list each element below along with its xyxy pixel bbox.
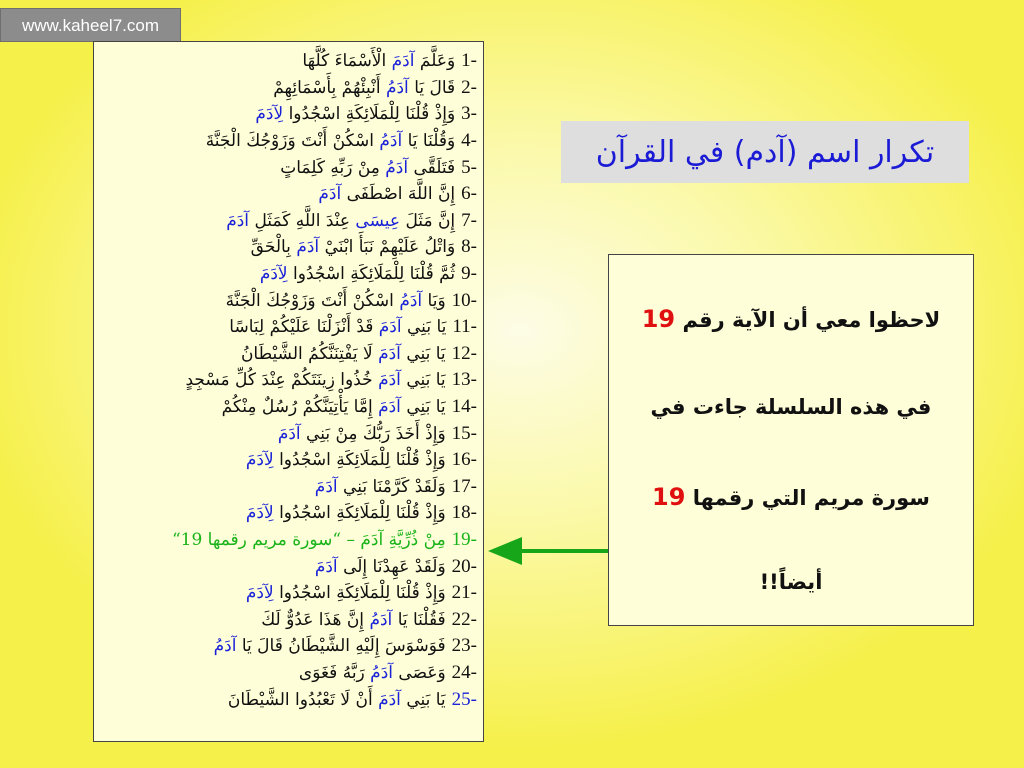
verse-number: 25- (451, 688, 477, 710)
verse-text: وَإِذْ أَخَذَ رَبُّكَ مِنْ بَنِي (306, 423, 446, 444)
verse-number: 13- (451, 369, 477, 391)
verse-text: يَا بَنِي (406, 343, 446, 364)
verse-number: 21- (451, 582, 477, 604)
verse-number: 15- (451, 422, 477, 444)
verse-text: ثُمَّ قُلْنَا لِلْمَلَائِكَةِ اسْجُدُوا (293, 264, 456, 285)
verse-keyword: آدَمَ (296, 237, 320, 258)
verse-text: وَعَصَى (398, 662, 446, 683)
verse-row (98, 48, 477, 75)
verse-row (98, 394, 477, 421)
verse-number: 8- (461, 236, 477, 258)
arrow-shaft (520, 549, 608, 553)
verse-keyword: آدَمَ (314, 476, 338, 497)
verse-number: 24- (451, 661, 477, 683)
verse-number: 7- (461, 209, 477, 231)
verse-keyword: آدَمُ (399, 290, 423, 311)
verse-keyword: لِآدَمَ (259, 264, 288, 285)
verse-number: 6- (461, 183, 477, 205)
verse-number: 9- (461, 263, 477, 285)
verse-keyword: آدَمَ (378, 343, 401, 364)
verse-row (98, 474, 477, 501)
verse-text: وَإِذْ قُلْنَا لِلْمَلَائِكَةِ اسْجُدُوا (279, 583, 446, 604)
verse-text: وَلَقَدْ عَهِدْنَا إِلَى (343, 556, 446, 577)
note-line-3 (609, 483, 973, 511)
verse-text: قَالَ يَا (414, 77, 456, 98)
verse-text: وَاتْلُ عَلَيْهِمْ نَبَأَ ابْنَيْ (324, 237, 456, 258)
verse-keyword: آدَمَ (378, 370, 401, 391)
note-line-3-number: 19 (652, 483, 686, 511)
verse-keyword: آدَمَ (378, 317, 402, 338)
verse-text: خُذُوا زِينَتَكُمْ عِنْدَ كُلِّ مَسْجِدٍ (185, 370, 373, 391)
note-line-4-text: أيضاً!! (759, 570, 823, 594)
verse-row (98, 606, 477, 633)
note-line-1-number: 19 (641, 305, 676, 333)
verse-row (98, 420, 477, 447)
verse-text: فَوَسْوَسَ إِلَيْهِ الشَّيْطَانُ قَالَ يَا (241, 636, 446, 657)
note-line-2-text: في هذه السلسلة جاءت في (650, 395, 932, 419)
verse-row (98, 367, 477, 394)
verse-text: فَتَلَقَّى (413, 157, 456, 178)
verse-keyword: آدَمَ (391, 51, 415, 72)
verse-keyword: لِآدَمَ (245, 503, 274, 524)
verse-row (98, 314, 477, 341)
verse-text: وَإِذْ قُلْنَا لِلْمَلَائِكَةِ اسْجُدُوا (279, 450, 446, 471)
verse-number: 22- (451, 608, 477, 630)
verse-keyword: لِآدَمَ (245, 583, 274, 604)
verse-text: يَا بَنِي (406, 370, 446, 391)
verse-row (98, 75, 477, 102)
verse-row (98, 208, 477, 235)
verse-number: 19- (451, 528, 477, 550)
verse-keyword: آدَمَ (318, 184, 342, 205)
verse-keyword: آدَمُ (385, 77, 409, 98)
verse-text: بِالْحَقِّ (250, 237, 291, 258)
verse-row (98, 553, 477, 580)
site-watermark: www.kaheel7.com (0, 8, 181, 42)
verse-keyword: عِيسَى (355, 210, 401, 231)
verse-keyword: آدَمُ (369, 609, 393, 630)
verse-number: 2- (461, 76, 477, 98)
verse-row (98, 580, 477, 607)
verse-number: 1- (461, 50, 477, 72)
verse-row (98, 500, 477, 527)
verse-number: 11- (452, 316, 477, 338)
verse-row (98, 287, 477, 314)
verse-text: وَإِذْ قُلْنَا لِلْمَلَائِكَةِ اسْجُدُوا (288, 104, 456, 125)
verse-text: – “سورة مريم رقمها 19“ (171, 529, 355, 550)
verse-text: يَا بَنِي (406, 689, 446, 710)
verse-text: يَا بَنِي (407, 317, 447, 338)
verse-keyword: آدَمَ (360, 529, 384, 550)
verse-keyword: آدَمَ (226, 210, 250, 231)
verse-row (98, 447, 477, 474)
verse-row (98, 128, 477, 155)
verse-keyword: آدَمُ (385, 157, 409, 178)
verse-number: 23- (451, 635, 477, 657)
verse-row (98, 261, 477, 288)
verse-text: فَقُلْنَا يَا (397, 609, 446, 630)
verse-number: 3- (461, 103, 477, 125)
verse-text: لَا يَفْتِنَنَّكُمُ الشَّيْطَانُ (240, 343, 373, 364)
verse-text: وَعَلَّمَ (419, 51, 456, 72)
verse-text: أَنْبِئْهُمْ بِأَسْمَائِهِمْ (273, 77, 381, 98)
verse-number: 4- (461, 130, 477, 152)
verse-row (98, 234, 477, 261)
verse-row (98, 181, 477, 208)
verse-text: وَيَا (427, 290, 446, 311)
verse-text: أَنْ لَا تَعْبُدُوا الشَّيْطَانَ (227, 689, 373, 710)
note-line-3-text: سورة مريم التي رقمها (692, 486, 930, 510)
verse-number: 5- (461, 156, 477, 178)
verse-number: 20- (451, 555, 477, 577)
verse-row (98, 101, 477, 128)
title-banner (561, 121, 969, 183)
arrow-left-icon (488, 537, 522, 565)
verse-keyword: لِآدَمَ (245, 450, 274, 471)
verse-text: يَا بَنِي (406, 397, 446, 418)
verse-text: اسْكُنْ أَنْتَ وَزَوْجُكَ الْجَنَّةَ (225, 290, 394, 311)
verse-keyword: لِآدَمَ (255, 104, 284, 125)
note-line-1-text: لاحظوا معي أن الآية رقم (682, 308, 941, 332)
verse-number: 17- (451, 475, 477, 497)
verse-number: 10- (451, 289, 477, 311)
verse-row (98, 686, 477, 713)
verse-keyword: آدَمَ (378, 397, 401, 418)
verse-text: اسْكُنْ أَنْتَ وَزَوْجُكَ الْجَنَّةَ (205, 131, 374, 152)
verse-text: رَبَّهُ فَغَوَى (298, 662, 365, 683)
verse-text: وَلَقَدْ كَرَّمْنَا بَنِي (343, 476, 446, 497)
verse-text: مِنْ ذُرِّيَّةِ (388, 529, 446, 550)
verse-row (98, 527, 477, 554)
verse-number: 12- (451, 342, 477, 364)
verse-text: إِنَّ اللَّهَ اصْطَفَى (346, 184, 456, 205)
note-line-4 (609, 570, 973, 594)
page-title: تكرار اسم (آدم) في القرآن (595, 134, 935, 170)
verse-text: عِنْدَ اللَّهِ كَمَثَلِ (254, 210, 351, 231)
verse-row (98, 154, 477, 181)
verse-text: وَقُلْنَا يَا (407, 131, 456, 152)
verse-number: 14- (451, 396, 477, 418)
verse-text: إِنَّ هَذَا عَدُوٌّ لَكَ (261, 609, 365, 630)
verse-text: مِنْ رَبِّهِ كَلِمَاتٍ (280, 157, 380, 178)
verse-row (98, 660, 477, 687)
verse-text: الْأَسْمَاءَ كُلَّهَا (302, 51, 387, 72)
note-line-1 (609, 305, 973, 333)
note-box (608, 254, 974, 626)
verse-row (98, 633, 477, 660)
verse-text: قَدْ أَنْزَلْنَا عَلَيْكُمْ لِبَاسًا (229, 317, 374, 338)
verse-keyword: آدَمَ (378, 689, 401, 710)
verse-number: 18- (451, 502, 477, 524)
note-line-2 (609, 395, 973, 419)
verse-list (93, 41, 484, 742)
verse-row (98, 341, 477, 368)
verse-text: وَإِذْ قُلْنَا لِلْمَلَائِكَةِ اسْجُدُوا (279, 503, 446, 524)
verse-keyword: آدَمُ (213, 636, 237, 657)
verse-number: 16- (451, 449, 477, 471)
verse-keyword: آدَمُ (379, 131, 403, 152)
verse-keyword: آدَمُ (370, 662, 393, 683)
verse-keyword: آدَمَ (314, 556, 338, 577)
verse-text: إِنَّ مَثَلَ (405, 210, 456, 231)
verse-keyword: آدَمَ (277, 423, 301, 444)
verse-text: إِمَّا يَأْتِيَنَّكُمْ رُسُلٌ مِنْكُمْ (221, 397, 373, 418)
